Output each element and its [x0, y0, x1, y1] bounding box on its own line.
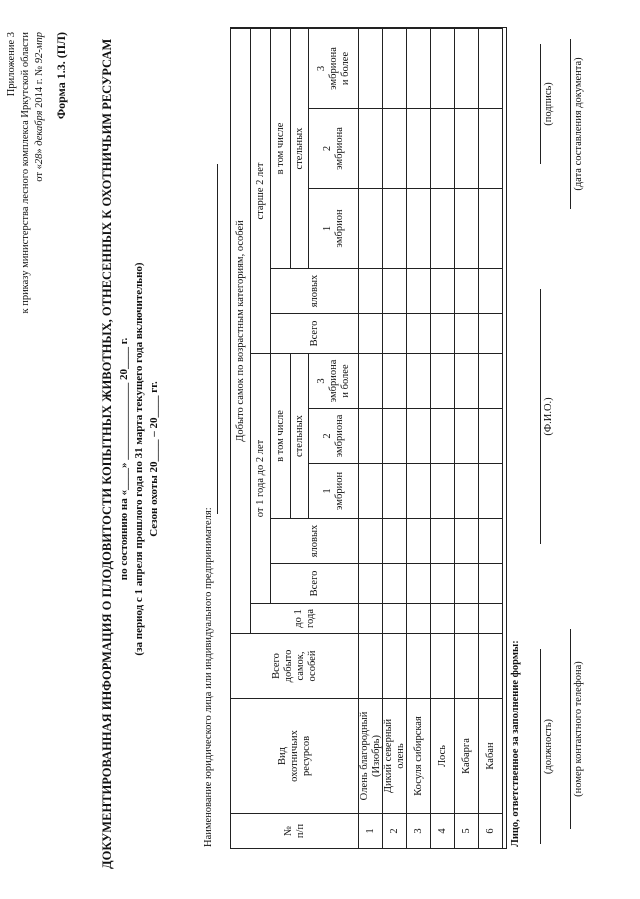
table-cell: [383, 28, 407, 108]
table-cell: [383, 633, 407, 698]
row-species: Кабан: [479, 698, 503, 813]
row-number: 6: [479, 813, 503, 848]
title-period-line: (за период с 1 апреля прошлого года по 31 марта текущего года включительно): [133, 262, 145, 656]
table-cell: [455, 188, 479, 268]
header-emb2-a: 2 эмбриона: [309, 408, 359, 463]
table-cell: [455, 28, 479, 108]
table-cell: [383, 518, 407, 563]
table-cell: [479, 518, 503, 563]
row-species: Лось: [431, 698, 455, 813]
table-cell: [359, 518, 383, 563]
header-total: Всего добыто самок, особей: [231, 633, 359, 698]
header-stelnyh-b: стельных: [291, 28, 309, 268]
org-name-line: [217, 164, 218, 514]
table-cell: [479, 28, 503, 108]
table-cell: [455, 268, 479, 313]
table-cell: [431, 188, 455, 268]
table-cell: [431, 518, 455, 563]
table-cell: [359, 633, 383, 698]
table-cell: [407, 28, 431, 108]
table-cell: [359, 188, 383, 268]
table-cell: [431, 353, 455, 408]
table-cell: [479, 463, 503, 518]
row-species: Дикий северный олень: [383, 698, 407, 813]
table-cell: [407, 353, 431, 408]
row-number: 5: [455, 813, 479, 848]
table-cell: [431, 28, 455, 108]
table-cell: [479, 603, 503, 633]
table-cell: [455, 518, 479, 563]
appendix-line1: Приложение 3: [6, 32, 17, 97]
header-species: Вид охотничьих ресурсов: [231, 698, 359, 813]
header-vtomchisle-a: в том числе: [271, 353, 291, 518]
table-cell: [383, 603, 407, 633]
table-cell: [455, 563, 479, 603]
row-species: Кабарга: [455, 698, 479, 813]
table-cell: [431, 463, 455, 518]
signature-line: [540, 44, 541, 164]
date-mid: »: [34, 145, 45, 154]
title-date-line: по состоянию на «____» ______________ 20____ г.: [118, 337, 130, 581]
table-cell: [431, 633, 455, 698]
header-vsego-b: Всего: [271, 313, 359, 353]
appendix-month: декабря: [34, 110, 45, 146]
header-emb3-b: 3 эмбриона и более: [309, 28, 359, 108]
row-species: Косуля сибирская: [407, 698, 431, 813]
table-cell: [407, 563, 431, 603]
row-number: 2: [383, 813, 407, 848]
table-cell: [383, 188, 407, 268]
header-num: № п/п: [231, 813, 359, 848]
phone-caption: (номер контактного телефона): [573, 661, 584, 797]
table-cell: [383, 563, 407, 603]
appendix-line3: [34, 32, 45, 182]
table-cell: [383, 408, 407, 463]
table-cell: [359, 603, 383, 633]
table-cell: [407, 633, 431, 698]
title-season-line: Сезон охоты 20____ – 20____ гг.: [148, 381, 160, 537]
table-cell: [407, 518, 431, 563]
table-cell: [431, 313, 455, 353]
appendix-line2: к приказу министерства лесного комплекса Иркутской области: [20, 32, 31, 314]
table-cell: [359, 268, 383, 313]
appendix-number: 92-мпр: [34, 32, 45, 64]
table-cell: [383, 268, 407, 313]
table-cell: [479, 188, 503, 268]
table-cell: [455, 603, 479, 633]
table-cell: [431, 108, 455, 188]
fio-caption: (Ф.И.О.): [543, 397, 554, 436]
document-title: ДОКУМЕНТИРОВАННАЯ ИНФОРМАЦИЯ О ПЛОДОВИТОСТИ КОПЫТНЫХ ЖИВОТНЫХ, ОТНЕСЕННЫХ К ОХОТНИЧЬИМ РЕСУРСАМ: [100, 38, 114, 869]
table-cell: [359, 313, 383, 353]
position-line: [540, 649, 541, 844]
row-number: 1: [359, 813, 383, 848]
table-cell: [479, 353, 503, 408]
header-emb2-b: 2 эмбриона: [309, 108, 359, 188]
table-cell: [455, 633, 479, 698]
org-label: Наименование юридического лица или индивидуального предпринимателя:: [203, 507, 214, 847]
header-vtomchisle-b: в том числе: [271, 28, 291, 268]
table-cell: [479, 268, 503, 313]
signature-caption: (подпись): [543, 82, 554, 126]
table-cell: [383, 353, 407, 408]
table-cell: [359, 28, 383, 108]
fio-line: [540, 289, 541, 544]
header-emb1-a: 1 эмбрион: [309, 463, 359, 518]
table-cell: [455, 408, 479, 463]
header-older2: старше 2 лет: [251, 28, 271, 353]
date-prefix: от «: [34, 164, 45, 182]
table-cell: [431, 268, 455, 313]
phone-line: [570, 629, 571, 829]
appendix-year: 2014 г. №: [34, 65, 45, 111]
header-under1: до 1 года: [251, 603, 359, 633]
table-cell: [359, 353, 383, 408]
table-cell: [407, 108, 431, 188]
table-cell: [455, 108, 479, 188]
table-cell: [359, 108, 383, 188]
row-number: 3: [407, 813, 431, 848]
fertility-table: [230, 27, 507, 849]
table-cell: [383, 313, 407, 353]
appendix-day: 28: [34, 153, 45, 165]
form-label: Форма 1.3. (ПЛ): [54, 32, 68, 120]
date-caption: (дата составления документа): [573, 57, 584, 191]
table-cell: [359, 408, 383, 463]
table-cell: [359, 563, 383, 603]
table-cell: [479, 408, 503, 463]
table-cell: [455, 313, 479, 353]
table-cell: [407, 313, 431, 353]
responsible-label: Лицо, ответственное за заполнение формы:: [510, 640, 521, 847]
table-cell: [407, 188, 431, 268]
row-number: 4: [431, 813, 455, 848]
table-cell: [383, 108, 407, 188]
table-cell: [407, 268, 431, 313]
table-cell: [455, 353, 479, 408]
header-emb1-b: 1 эмбрион: [309, 188, 359, 268]
table-cell: [407, 408, 431, 463]
table-cell: [431, 603, 455, 633]
header-age1-2: от 1 года до 2 лет: [251, 353, 271, 603]
header-yalovyh-a: яловых: [271, 518, 359, 563]
table-cell: [431, 408, 455, 463]
header-vsego-a: Всего: [271, 563, 359, 603]
table-cell: [407, 463, 431, 518]
table-cell: [383, 463, 407, 518]
table-cell: [431, 563, 455, 603]
date-line: [570, 39, 571, 209]
table-cell: [455, 463, 479, 518]
table-cell: [479, 563, 503, 603]
table-cell: [479, 633, 503, 698]
header-category: Добыто самок по возрастным категориям, особей: [231, 28, 251, 633]
table-cell: [359, 463, 383, 518]
table-cell: [407, 603, 431, 633]
position-caption: (должность): [543, 718, 554, 775]
row-species: Олень благородный (Изюбрь): [359, 698, 383, 813]
header-yalovyh-b: яловых: [271, 268, 359, 313]
header-stelnyh-a: стельных: [291, 353, 309, 518]
table-cell: [479, 108, 503, 188]
table-cell: [479, 313, 503, 353]
header-emb3-a: 3 эмбриона и более: [309, 353, 359, 408]
